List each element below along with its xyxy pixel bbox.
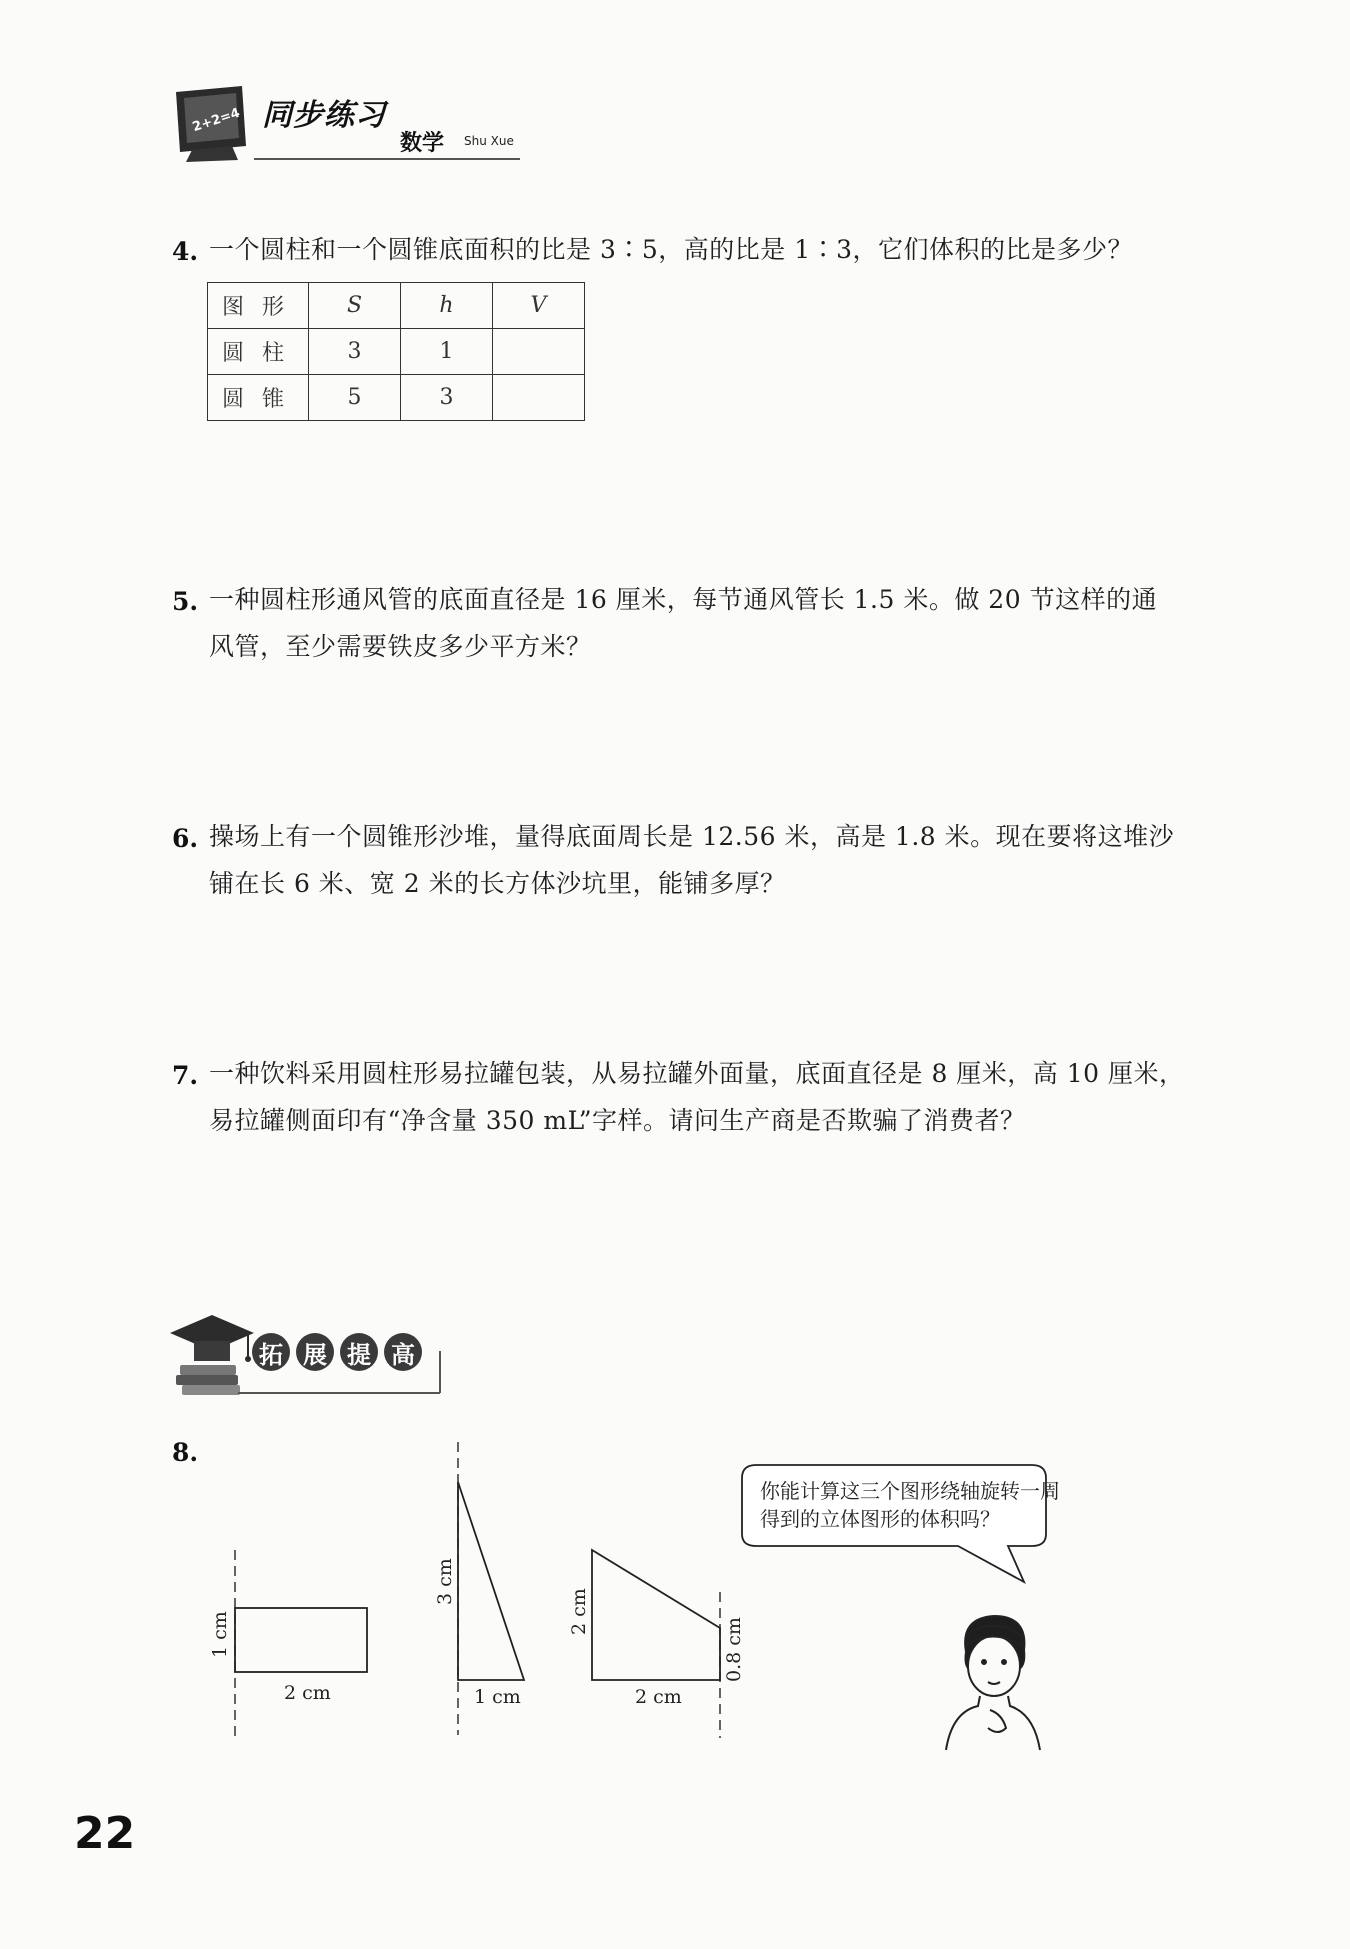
monitor-text: 2+2=4 [190,105,242,136]
header-underline [254,158,520,160]
question-7-line-2: 易拉罐侧面印有“净含量 350 mL”字样。请问生产商是否欺骗了消费者？ [209,1106,1026,1135]
bubble-line-2: 得到的立体图形的体积吗？ [760,1507,1000,1531]
table-cell: 5 [309,375,401,421]
triangle-base-label: 1 cm [474,1686,521,1708]
trapezoid-base-label: 2 cm [635,1686,682,1708]
triangle-shape [458,1482,524,1680]
question-5-text [209,576,1157,670]
section-title-char: 展 [296,1333,334,1371]
question-6-line-1: 操场上有一个圆锥形沙堆，量得底面周长是 12.56 米，高是 1.8 米。现在要将这堆沙 [209,822,1175,851]
question-6-number: 6. [172,824,199,853]
section-title-char: 拓 [252,1333,290,1371]
question-4-text [209,226,1133,273]
table-cell: 圆柱 [208,329,309,375]
rectangle-figure [209,1550,367,1738]
rectangle-shape [235,1608,367,1672]
trapezoid-left-label: 2 cm [568,1588,590,1635]
question-7-text [209,1050,1185,1144]
table-cell: 3 [401,375,493,421]
question-6-line-2: 铺在长 6 米、宽 2 米的长方体沙坑里，能铺多厚？ [209,869,786,898]
shape-table [207,282,585,421]
table-header-cell: V [493,283,585,329]
question-4-number: 4. [172,237,199,266]
table-cell: 1 [401,329,493,375]
table-row [208,375,585,421]
question-7-line-1: 一种饮料采用圆柱形易拉罐包装，从易拉罐外面量，底面直径是 8 厘米，高 10 厘米， [209,1059,1185,1088]
trapezoid-figure [568,1550,745,1738]
question-5-line-2: 风管，至少需要铁皮多少平方米？ [209,632,592,661]
subject-label: 数学 [400,131,445,156]
section-title-char: 高 [384,1333,422,1371]
section-title-char: 提 [340,1333,378,1371]
table-cell[interactable] [493,375,585,421]
table-header-cell: h [401,283,493,329]
triangle-height-label: 3 cm [434,1558,456,1605]
question-7-number: 7. [172,1061,199,1090]
table-header-row [208,283,585,329]
table-cell[interactable] [493,329,585,375]
boy-illustration [946,1616,1040,1750]
question-5-line-1: 一种圆柱形通风管的底面直径是 16 厘米，每节通风管长 1.5 米。做 20 节这样的通 [209,585,1158,614]
subject-pinyin: Shu Xue [464,134,514,148]
rectangle-height-label: 1 cm [209,1611,231,1658]
trapezoid-shape [592,1550,720,1680]
question-6-text [209,813,1174,907]
series-header [172,86,522,166]
section-title [252,1333,422,1371]
speech-bubble [742,1465,1060,1582]
rectangle-width-label: 2 cm [284,1682,331,1704]
question-5-number: 5. [172,587,199,616]
table-header-cell: 图形 [208,283,309,329]
table-header-cell: S [309,283,401,329]
triangle-figure [434,1442,524,1735]
section-banner [168,1307,458,1399]
table-cell: 圆锥 [208,375,309,421]
trapezoid-right-label: 0.8 cm [723,1617,745,1682]
bubble-line-1: 你能计算这三个图形绕轴旋转一周 [760,1479,1060,1503]
table-cell: 3 [309,329,401,375]
monitor-icon [172,86,250,162]
series-title: 同步练习 [262,98,386,133]
page-number: 22 [74,1808,136,1859]
question-8-number: 8. [172,1438,199,1467]
question-4-line-1: 一个圆柱和一个圆锥底面积的比是 3∶5，高的比是 1∶3，它们体积的比是多少？ [209,235,1134,264]
rotation-figures [160,1430,1120,1760]
table-row [208,329,585,375]
